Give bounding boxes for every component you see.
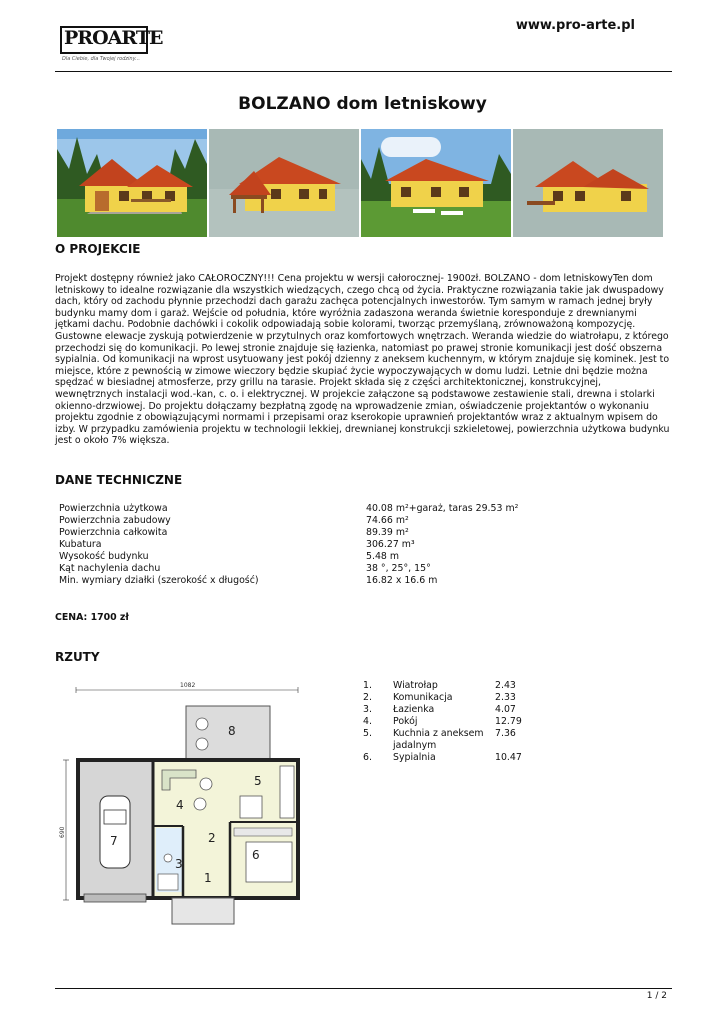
spec-label: Kąt nachylenia dachu [59,563,161,574]
room-number: 4 [176,798,184,812]
spec-label: Powierzchnia zabudowy [59,515,171,526]
page-number: 1 / 2 [646,991,667,1001]
house-rear-photo [513,129,663,237]
spec-value: 89.39 m² [366,527,409,538]
spec-label: Wysokość budynku [59,551,149,562]
footer-divider [55,988,672,989]
room-name: Kuchnia z aneksem jadalnym [393,728,484,751]
spec-label: Powierzchnia użytkowa [59,503,168,514]
room-area: 4.07 [495,704,516,715]
house-front-photo [57,129,207,237]
room-num: 2. [363,692,372,703]
website-link[interactable]: www.pro-arte.pl [515,18,635,33]
room-name: Sypialnia [393,752,436,763]
spec-value: 74.66 m² [366,515,409,526]
room-num: 4. [363,716,372,727]
room-num: 5. [363,728,372,739]
room-area: 12.79 [495,716,522,727]
room-num: 3. [363,704,372,715]
room-num: 1. [363,680,372,691]
house-side-photo [209,129,359,237]
header-divider [55,71,672,72]
about-heading: O PROJEKCIE [55,242,141,256]
room-name: Komunikacja [393,692,453,703]
spec-label: Powierzchnia całkowita [59,527,168,538]
page-title: BOLZANO dom letniskowy [238,94,487,114]
room-number: 8 [228,724,236,738]
logo-tagline: Dla Ciebie, dla Twojej rodziny... [62,56,140,62]
about-text: Projekt dostępny również jako CAŁOROCZNY!!! Cena projektu w wersji całorocznej- 1900zł. BOLZANO - dom letniskowyTen dom letniskowy to idealne rozwiązanie dla wszystkich wiedzących, czego chcą od życia. Praktyczne rozwiązania takie jak dwuspadowy dach, który od zachodu płynnie przechodzi dach garażu zachęca potencjalnych inwestorów. Tym samym w ramach jednej bryły budynku mamy dom i garaż. Wejście od południa, które wyróżnia zadaszona weranda świetnie koresponduje z drewnianymi jętkami dachu. Podobnie dachówki i cokolik odpowiadają sobie kolorami, tworząc przemyślaną, zrównoważoną kompozycję. Gustowne elewacje zyskują potwierdzenie w przytulnych oraz komfortowych wnętrzach. Weranda wiedzie do wiatrołapu, z którego przechodzi się do komunikacji. Po lewej stronie znajduje się łazienka, natomiast po prawej stronie komunikacji jest dość obszerna sypialnia. Od komunikacji na wprost usytuowany jest pokój dzienny z aneksem kuchennym, w którym znajduje się kominek. Jest to miejsce, które z pewnością w zimowe wieczory będzie skupiać życie wypoczywających w domu ludzi. Letnie dni będzie można spędzać w biesiadnej atmosferze, przy grillu na tarasie. Projekt składa się z części architektonicznej, konstrukcyjnej, wewnętrznych instalacji wod.-kan, c. o. i elektrycznej. W projekcie załączone są podstawowe zestawienie stali, drewna i stolarki okienno-drzwiowej. Do projektu dołączamy bezpłatną zgodę na wprowadzenie zmian, oświadczenie projektantów o wykonaniu projektu zgodnie z obowiązującymi normami i przepisami oraz kserokopie uprawnień projektantów wraz z aktualnym wpisem do izby. W przypadku zamówienia projektu w technologii lekkiej, drewnianej konstrukcji szkieletowej, powierzchnia użytkowa budynku jest o około 7% większa. [55,273,670,447]
tech-heading: DANE TECHNICZNE [55,473,183,487]
spec-label: Min. wymiary działki (szerokość x długość) [59,575,259,586]
floor-plan [54,678,314,938]
room-area: 10.47 [495,752,522,763]
room-name: Łazienka [393,704,435,715]
dim-width-label: 1082 [180,682,196,689]
room-name: Pokój [393,716,418,727]
spec-value: 16.82 x 16.6 m [366,575,438,586]
room-area: 2.33 [495,692,516,703]
room-number: 5 [254,774,262,788]
dim-height-label: 690 [59,826,66,838]
room-number: 2 [208,831,216,845]
price-label: CENA: 1700 zł [55,612,129,623]
room-number: 1 [204,871,212,885]
room-area: 7.36 [495,728,516,739]
room-number: 7 [110,834,118,848]
room-number: 3 [175,857,183,871]
room-name: Wiatrołap [393,680,438,691]
house-garden-photo [361,129,511,237]
room-number: 6 [252,848,260,862]
room-area: 2.43 [495,680,516,691]
room-num: 6. [363,752,372,763]
spec-value: 306.27 m³ [366,539,415,550]
logo-text: PROARTE [64,27,163,49]
company-logo [60,22,163,66]
spec-value: 5.48 m [366,551,399,562]
spec-value: 38 °, 25°, 15° [366,563,431,574]
plans-heading: RZUTY [55,650,100,664]
spec-label: Kubatura [59,539,102,550]
spec-value: 40.08 m²+garaż, taras 29.53 m² [366,503,519,514]
